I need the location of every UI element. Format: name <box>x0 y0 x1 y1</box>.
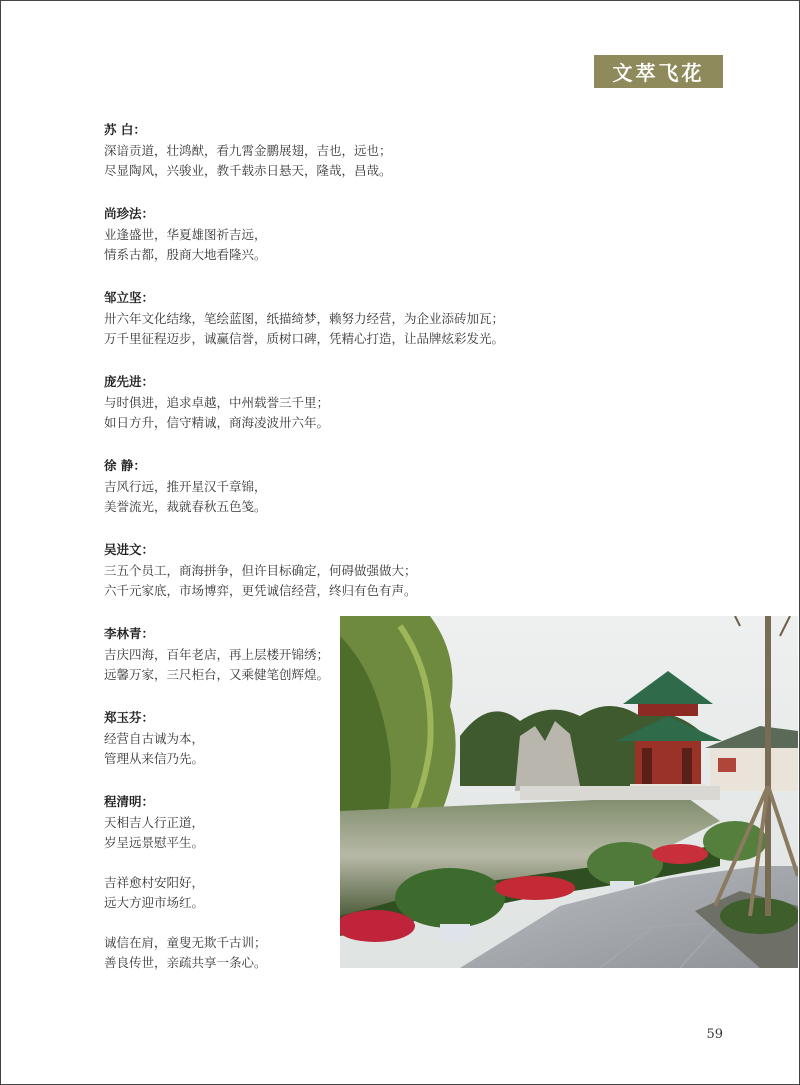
verse-line: 善良传世，亲疏共享一条心。 <box>104 955 267 970</box>
entry-pang-xianjin <box>104 372 544 433</box>
author-name: 苏 白： <box>104 122 146 137</box>
verse-line: 三五个员工，商海拼争，但许目标确定，何碍做强做大； <box>104 563 417 578</box>
verse-line: 情系古都，殷商大地看隆兴。 <box>104 247 267 262</box>
verse-line: 深谙贡道，壮鸿猷，看九霄金鹏展翅，吉也，远也； <box>104 143 392 158</box>
stanza <box>104 225 544 265</box>
verse-line: 管理从来信乃先。 <box>104 751 205 766</box>
verse-line: 尽显陶风，兴骏业，教千载赤日悬天，隆哉，昌哉。 <box>104 163 392 178</box>
verse-line: 吉祥愈村安阳好， <box>104 875 205 890</box>
stanza <box>104 141 544 181</box>
stanza <box>104 393 544 433</box>
verse-line: 天相吉人行正道， <box>104 815 205 830</box>
entry-wu-jinwen <box>104 540 544 601</box>
stanza <box>104 561 544 601</box>
section-title-badge: 文萃飞花 <box>594 55 723 88</box>
verse-line: 诚信在肩，童叟无欺千古训； <box>104 935 267 950</box>
author-name: 吴进文： <box>104 542 155 557</box>
verse-line: 经营自古诚为本， <box>104 731 205 746</box>
verse-line: 吉庆四海，百年老店，再上层楼开锦绣； <box>104 647 330 662</box>
entry-su-bai <box>104 120 544 181</box>
author-name: 程清明： <box>104 794 155 809</box>
verse-line: 远馨万家，三尺柜台，又乘健笔创辉煌。 <box>104 667 330 682</box>
page-number: 59 <box>706 1027 723 1042</box>
author-name: 庞先进： <box>104 374 155 389</box>
verse-line: 美誉流光，裁就春秋五色笺。 <box>104 499 267 514</box>
author-name: 李林青： <box>104 626 155 641</box>
verse-line: 与时俱进，追求卓越，中州载誉三千里； <box>104 395 330 410</box>
entry-zou-lijian <box>104 288 544 349</box>
verse-line: 吉风行远，推开星汉千章锦， <box>104 479 267 494</box>
stanza <box>104 309 544 349</box>
verse-line: 远大方迎市场红。 <box>104 895 205 910</box>
author-name: 郑玉芬： <box>104 710 155 725</box>
entry-xu-jing <box>104 456 544 517</box>
stanza <box>104 477 544 517</box>
verse-line: 万千里征程迈步，诚赢信誉，质树口碑，凭精心打造，让品牌炫彩发光。 <box>104 331 505 346</box>
garden-pavilion-photo <box>340 616 798 968</box>
verse-line: 卅六年文化结缘，笔绘蓝图，纸描绮梦，赖努力经营，为企业添砖加瓦； <box>104 311 505 326</box>
author-name: 徐 静： <box>104 458 146 473</box>
verse-line: 岁呈远景慰平生。 <box>104 835 205 850</box>
author-name: 尚珍法： <box>104 206 155 221</box>
entry-shang-zhenfa <box>104 204 544 265</box>
author-name: 邹立坚： <box>104 290 155 305</box>
verse-line: 如日方升，信守精诚，商海凌波卅六年。 <box>104 415 330 430</box>
verse-line: 六千元家底，市场博弈，更凭诚信经营，终归有色有声。 <box>104 583 417 598</box>
verse-line: 业逢盛世，华夏雄图祈吉远， <box>104 227 267 242</box>
